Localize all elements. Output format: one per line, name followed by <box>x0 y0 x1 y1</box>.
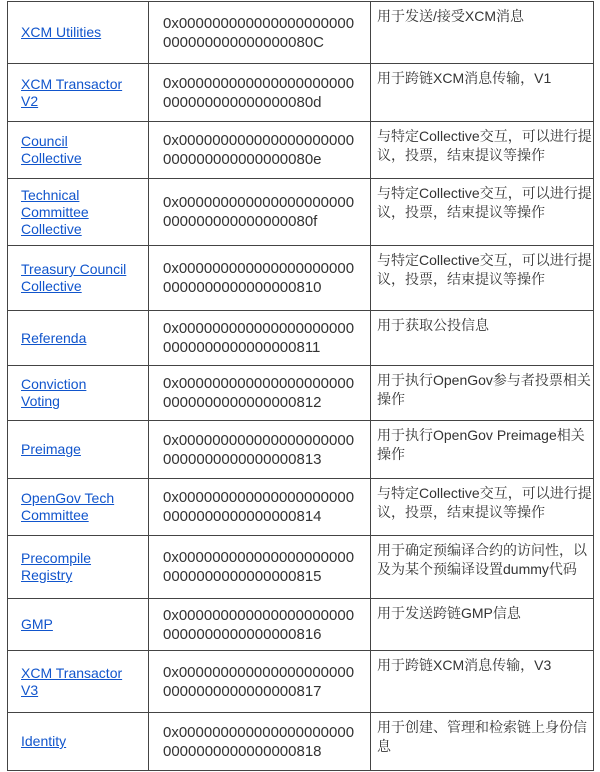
precompile-name-cell <box>8 599 149 651</box>
precompile-desc-cell <box>371 651 594 713</box>
precompile-address: 0x000000000000000000000000000000000000080e <box>163 132 355 168</box>
precompile-address-cell <box>149 311 371 366</box>
precompile-desc: 用于发送/接受XCM消息 <box>377 8 524 24</box>
precompile-name-cell <box>8 651 149 713</box>
precompile-desc: 用于执行OpenGov参与者投票相关操作 <box>377 372 591 407</box>
precompile-address-cell <box>149 479 371 536</box>
precompile-desc: 用于跨链XCM消息传输，V1 <box>377 70 552 86</box>
precompile-link[interactable]: Precompile Registry <box>21 550 92 583</box>
precompile-desc: 用于跨链XCM消息传输，V3 <box>377 657 552 673</box>
precompile-link[interactable]: XCM Transactor V3 <box>21 664 123 698</box>
precompile-link[interactable]: Technical Committee Collective <box>21 186 89 237</box>
precompile-address: 0x0000000000000000000000000000000000000816 <box>163 606 355 643</box>
precompile-link[interactable]: Preimage <box>21 441 81 457</box>
precompile-desc: 与特定Collective交互，可以进行提议，投票，结束提议等操作 <box>377 185 592 220</box>
precompile-name-cell <box>8 479 149 536</box>
precompile-name-cell <box>8 246 149 311</box>
precompile-address: 0x0000000000000000000000000000000000000810 <box>163 260 355 296</box>
precompile-desc-cell <box>371 311 594 366</box>
table-row <box>8 179 594 246</box>
table-row <box>8 2 594 64</box>
table-row <box>8 479 594 536</box>
precompile-desc-cell <box>371 64 594 122</box>
precompile-link[interactable]: OpenGov Tech Committee <box>21 490 115 523</box>
precompile-address: 0x000000000000000000000000000000000000080d <box>163 74 355 111</box>
table-row <box>8 599 594 651</box>
table-row <box>8 536 594 599</box>
precompile-address: 0x0000000000000000000000000000000000000811 <box>163 320 355 356</box>
precompile-address: 0x0000000000000000000000000000000000000817 <box>163 663 355 700</box>
precompile-address-cell <box>149 2 371 64</box>
precompile-address-cell <box>149 366 371 421</box>
table-row <box>8 366 594 421</box>
table-row <box>8 421 594 479</box>
precompile-name-cell <box>8 2 149 64</box>
precompile-address: 0x0000000000000000000000000000000000000812 <box>163 375 355 411</box>
precompile-desc: 用于发送跨链GMP信息 <box>377 605 521 621</box>
precompile-address-cell <box>149 421 371 479</box>
precompile-address-cell <box>149 246 371 311</box>
precompile-link[interactable]: XCM Utilities <box>21 24 102 40</box>
precompile-link[interactable]: Conviction Voting <box>21 376 87 409</box>
precompile-link[interactable]: Treasury Council Collective <box>21 261 127 294</box>
precompile-name-cell <box>8 311 149 366</box>
table-row <box>8 311 594 366</box>
precompile-desc: 用于创建、管理和检索链上身份信息 <box>377 719 587 754</box>
table-row <box>8 246 594 311</box>
precompile-desc: 用于执行OpenGov Preimage相关操作 <box>377 427 585 462</box>
precompile-name-cell <box>8 64 149 122</box>
precompile-address: 0x0000000000000000000000000000000000000818 <box>163 723 355 760</box>
precompile-name-cell <box>8 366 149 421</box>
precompile-address: 0x0000000000000000000000000000000000000814 <box>163 489 355 525</box>
precompile-address-cell <box>149 122 371 179</box>
table-row <box>8 64 594 122</box>
precompile-address-cell <box>149 599 371 651</box>
precompile-address-cell <box>149 536 371 599</box>
precompile-desc-cell <box>371 713 594 771</box>
precompile-desc: 与特定Collective交互，可以进行提议，投票，结束提议等操作 <box>377 252 592 287</box>
precompile-link[interactable]: Council Collective <box>21 133 82 166</box>
precompile-desc-cell <box>371 179 594 246</box>
precompiles-table <box>7 1 594 771</box>
precompile-desc: 与特定Collective交互，可以进行提议，投票，结束提议等操作 <box>377 128 592 163</box>
precompile-desc: 与特定Collective交互，可以进行提议，投票，结束提议等操作 <box>377 485 592 520</box>
precompile-link[interactable]: GMP <box>21 616 53 632</box>
precompile-address: 0x0000000000000000000000000000000000000813 <box>163 431 355 468</box>
precompile-link[interactable]: Identity <box>21 733 67 749</box>
precompile-address: 0x0000000000000000000000000000000000000815 <box>163 549 355 585</box>
precompile-address-cell <box>149 179 371 246</box>
table-row <box>8 713 594 771</box>
precompile-desc-cell <box>371 366 594 421</box>
table-row <box>8 651 594 713</box>
precompile-name-cell <box>8 421 149 479</box>
precompile-desc-cell <box>371 536 594 599</box>
precompile-name-cell <box>8 122 149 179</box>
precompile-desc-cell <box>371 421 594 479</box>
precompile-address-cell <box>149 651 371 713</box>
precompile-desc: 用于确定预编译合约的访问性，以及为某个预编译设置dummy代码 <box>377 542 587 577</box>
precompile-address: 0x000000000000000000000000000000000000080C <box>163 14 355 51</box>
precompile-desc: 用于获取公投信息 <box>377 317 489 333</box>
precompile-address-cell <box>149 713 371 771</box>
precompile-desc-cell <box>371 246 594 311</box>
precompile-desc-cell <box>371 479 594 536</box>
precompile-name-cell <box>8 536 149 599</box>
precompile-name-cell <box>8 713 149 771</box>
table-row <box>8 122 594 179</box>
precompile-desc-cell <box>371 2 594 64</box>
precompile-name-cell <box>8 179 149 246</box>
precompile-address: 0x000000000000000000000000000000000000080f <box>163 194 355 230</box>
precompile-link[interactable]: XCM Transactor V2 <box>21 75 123 109</box>
precompile-address-cell <box>149 64 371 122</box>
precompile-desc-cell <box>371 599 594 651</box>
precompile-desc-cell <box>371 122 594 179</box>
precompile-link[interactable]: Referenda <box>21 329 87 346</box>
